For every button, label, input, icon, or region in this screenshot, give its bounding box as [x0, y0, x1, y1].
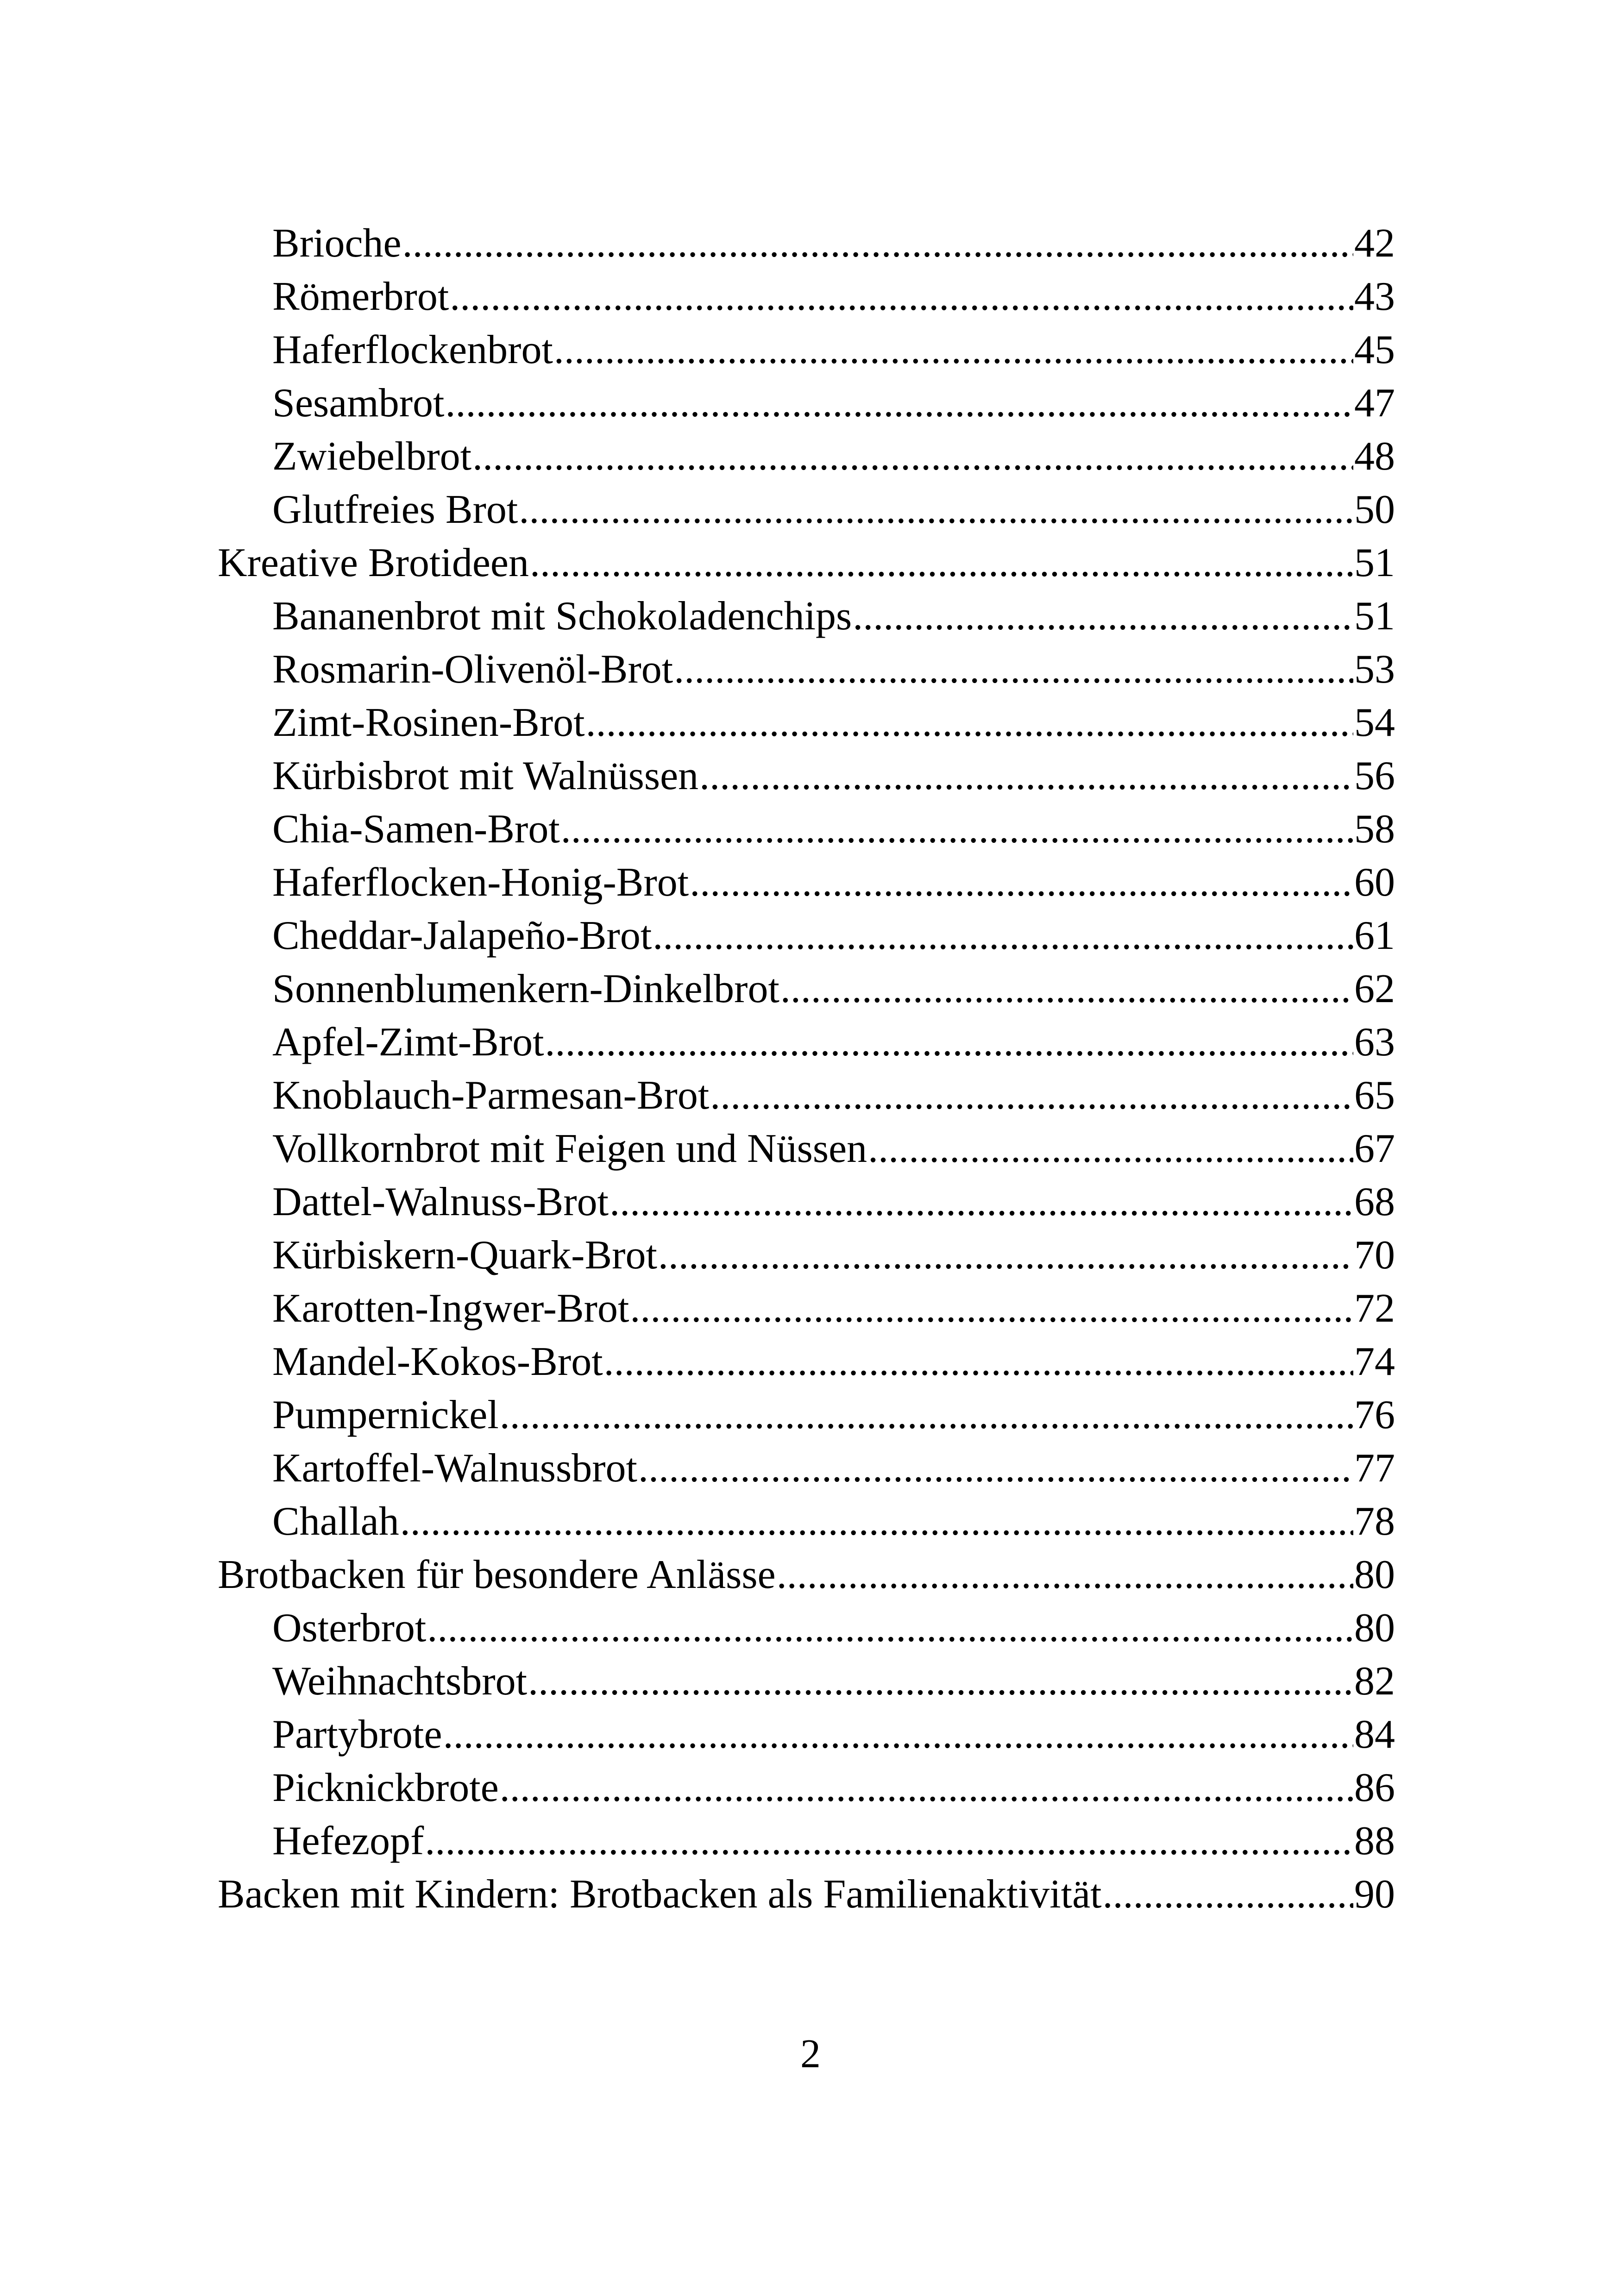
toc-entry-title: Brioche [272, 221, 402, 266]
toc-section-entry [218, 1761, 1395, 1814]
toc-entry-page: 62 [1354, 966, 1395, 1011]
toc-section-entry [218, 1442, 1395, 1495]
dot-leader [1103, 1868, 1353, 1921]
toc-section-entry [218, 1708, 1395, 1761]
toc-entry-page: 86 [1354, 1765, 1395, 1810]
dot-leader [604, 1335, 1353, 1388]
toc-entry-title: Picknickbrote [272, 1765, 499, 1810]
toc-entry-title: Kürbisbrot mit Walnüssen [272, 753, 699, 798]
toc-section-entry [218, 856, 1395, 909]
toc-section-entry [218, 430, 1395, 483]
toc-entry-page: 61 [1354, 913, 1395, 958]
toc-chapter-entry [218, 1548, 1395, 1601]
toc-section-entry [218, 1814, 1395, 1868]
toc-section-entry [218, 1388, 1395, 1442]
toc-entry-title: Challah [272, 1499, 399, 1544]
toc-entry-title: Backen mit Kindern: Brotbacken als Familienaktivität [218, 1872, 1102, 1917]
toc-entry-page: 88 [1354, 1819, 1395, 1863]
table-of-contents [218, 217, 1395, 1921]
toc-entry-page: 77 [1354, 1446, 1395, 1491]
dot-leader [699, 749, 1353, 803]
dot-leader [528, 1655, 1353, 1708]
dot-leader [427, 1601, 1353, 1655]
toc-entry-page: 67 [1354, 1126, 1395, 1171]
toc-entry-page: 48 [1354, 434, 1395, 479]
toc-section-entry [218, 483, 1395, 536]
toc-entry-title: Hefezopf [272, 1819, 424, 1863]
toc-section-entry [218, 1282, 1395, 1335]
toc-entry-page: 82 [1354, 1659, 1395, 1704]
toc-entry-title: Sesambrot [272, 381, 445, 426]
dot-leader [658, 1229, 1353, 1282]
toc-entry-title: Vollkornbrot mit Feigen und Nüssen [272, 1126, 867, 1171]
toc-entry-page: 76 [1354, 1393, 1395, 1437]
dot-leader [710, 1069, 1353, 1122]
dot-leader [653, 909, 1353, 962]
toc-entry-title: Chia-Samen-Brot [272, 807, 560, 852]
toc-entry-title: Apfel-Zimt-Brot [272, 1020, 544, 1065]
toc-entry-title: Osterbrot [272, 1606, 427, 1650]
toc-section-entry [218, 803, 1395, 856]
dot-leader [630, 1282, 1353, 1335]
toc-section-entry [218, 376, 1395, 430]
dot-leader [586, 696, 1353, 749]
toc-entry-title: Karotten-Ingwer-Brot [272, 1286, 629, 1331]
dot-leader [554, 323, 1353, 376]
toc-section-entry [218, 749, 1395, 803]
toc-entry-title: Haferflockenbrot [272, 327, 553, 372]
toc-entry-page: 70 [1354, 1233, 1395, 1278]
dot-leader [519, 483, 1353, 536]
toc-entry-page: 90 [1354, 1872, 1395, 1917]
toc-entry-page: 78 [1354, 1499, 1395, 1544]
toc-entry-page: 51 [1354, 540, 1395, 585]
toc-entry-page: 74 [1354, 1339, 1395, 1384]
toc-section-entry [218, 1016, 1395, 1069]
toc-entry-page: 84 [1354, 1712, 1395, 1757]
toc-entry-title: Rosmarin-Olivenöl-Brot [272, 647, 673, 692]
dot-leader [674, 643, 1353, 696]
toc-entry-title: Pumpernickel [272, 1393, 499, 1437]
dot-leader [402, 217, 1353, 270]
dot-leader [472, 430, 1353, 483]
toc-entry-page: 47 [1354, 381, 1395, 426]
toc-entry-title: Kürbiskern-Quark-Brot [272, 1233, 657, 1278]
toc-entry-title: Brotbacken für besondere Anlässe [218, 1552, 776, 1597]
toc-entry-title: Zimt-Rosinen-Brot [272, 700, 585, 745]
toc-entry-page: 42 [1354, 221, 1395, 266]
toc-entry-title: Bananenbrot mit Schokoladenchips [272, 594, 852, 639]
toc-section-entry [218, 1229, 1395, 1282]
toc-section-entry [218, 1601, 1395, 1655]
toc-entry-page: 60 [1354, 860, 1395, 905]
toc-entry-title: Römerbrot [272, 274, 449, 319]
toc-entry-page: 65 [1354, 1073, 1395, 1118]
toc-entry-page: 72 [1354, 1286, 1395, 1331]
toc-entry-title: Glutfreies Brot [272, 487, 518, 532]
dot-leader [780, 962, 1353, 1016]
toc-entry-title: Mandel-Kokos-Brot [272, 1339, 603, 1384]
dot-leader [500, 1761, 1353, 1814]
toc-entry-page: 51 [1354, 594, 1395, 639]
toc-entry-title: Partybrote [272, 1712, 442, 1757]
toc-section-entry [218, 962, 1395, 1016]
toc-entry-page: 56 [1354, 753, 1395, 798]
toc-entry-page: 45 [1354, 327, 1395, 372]
toc-chapter-entry [218, 536, 1395, 590]
dot-leader [450, 270, 1353, 323]
toc-entry-title: Haferflocken-Honig-Brot [272, 860, 689, 905]
toc-section-entry [218, 1069, 1395, 1122]
toc-section-entry [218, 1175, 1395, 1229]
toc-entry-page: 50 [1354, 487, 1395, 532]
dot-leader [530, 536, 1353, 590]
dot-leader [545, 1016, 1353, 1069]
toc-entry-page: 80 [1354, 1606, 1395, 1650]
toc-entry-title: Dattel-Walnuss-Brot [272, 1179, 609, 1224]
dot-leader [868, 1122, 1353, 1175]
toc-entry-title: Sonnenblumenkern-Dinkelbrot [272, 966, 779, 1011]
dot-leader [425, 1814, 1353, 1868]
dot-leader [690, 856, 1353, 909]
toc-entry-title: Zwiebelbrot [272, 434, 472, 479]
dot-leader [609, 1175, 1353, 1229]
dot-leader [561, 803, 1353, 856]
toc-entry-title: Kartoffel-Walnussbrot [272, 1446, 637, 1491]
toc-entry-title: Weihnachtsbrot [272, 1659, 528, 1704]
dot-leader [853, 590, 1353, 643]
dot-leader [638, 1442, 1353, 1495]
toc-section-entry [218, 643, 1395, 696]
toc-entry-page: 53 [1354, 647, 1395, 692]
toc-entry-page: 68 [1354, 1179, 1395, 1224]
dot-leader [500, 1388, 1353, 1442]
dot-leader [400, 1495, 1353, 1548]
toc-entry-page: 58 [1354, 807, 1395, 852]
toc-section-entry [218, 217, 1395, 270]
dot-leader [443, 1708, 1353, 1761]
toc-section-entry [218, 590, 1395, 643]
toc-section-entry [218, 270, 1395, 323]
dot-leader [777, 1548, 1353, 1601]
toc-section-entry [218, 1655, 1395, 1708]
page-number: 2 [800, 2032, 821, 2076]
toc-entry-page: 43 [1354, 274, 1395, 319]
toc-entry-title: Knoblauch-Parmesan-Brot [272, 1073, 710, 1118]
toc-section-entry [218, 1495, 1395, 1548]
toc-section-entry [218, 696, 1395, 749]
toc-section-entry [218, 1335, 1395, 1388]
toc-section-entry [218, 1122, 1395, 1175]
toc-entry-title: Cheddar-Jalapeño-Brot [272, 913, 652, 958]
toc-chapter-entry [218, 1868, 1395, 1921]
dot-leader [446, 376, 1353, 430]
toc-section-entry [218, 323, 1395, 376]
toc-entry-title: Kreative Brotideen [218, 540, 529, 585]
toc-section-entry [218, 909, 1395, 962]
toc-entry-page: 54 [1354, 700, 1395, 745]
toc-entry-page: 80 [1354, 1552, 1395, 1597]
toc-entry-page: 63 [1354, 1020, 1395, 1065]
